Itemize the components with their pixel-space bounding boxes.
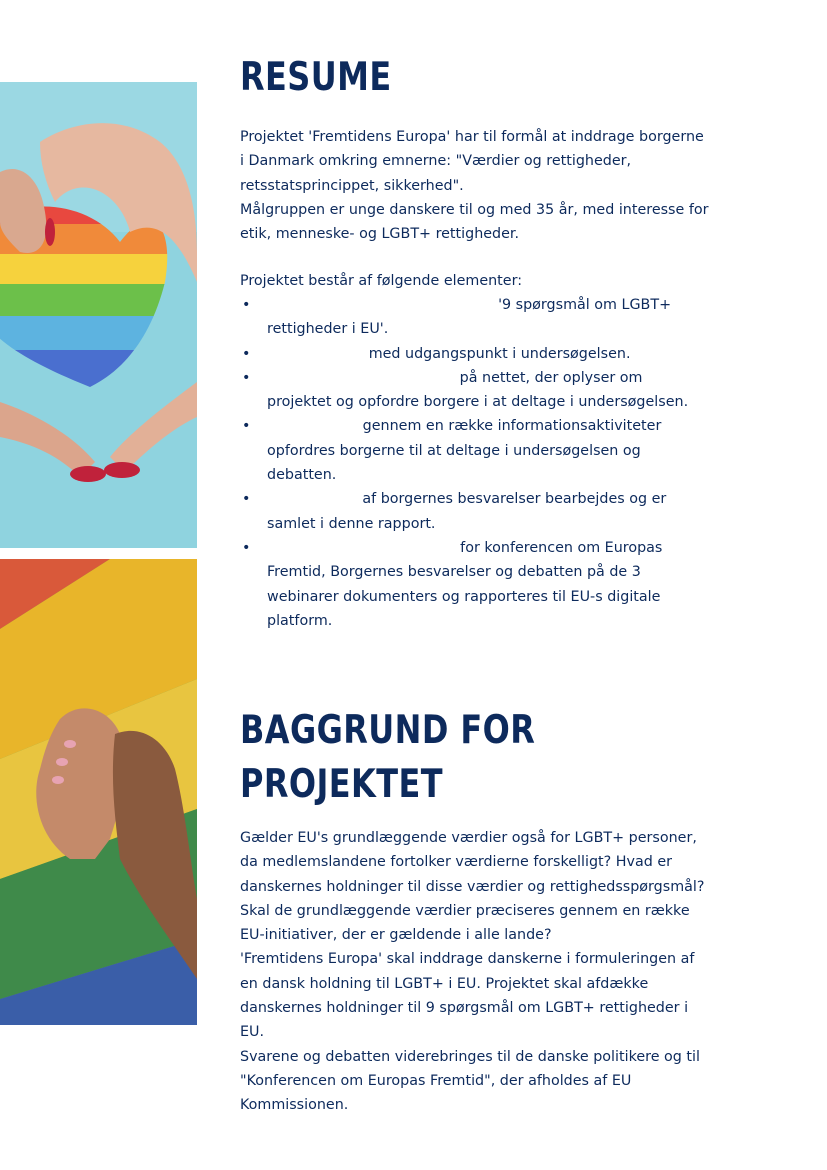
background-paragraph-questions: Gælder EU's grundlæggende værdier også for LGBT+ personer, da medlemslandene fortolker værdierne forskelligt? Hvad er danskernes holdninger til disse værdier og rettighedsspørgsmål? Skal de grundlæggende værdier præciseres gennem en række EU-initiativer, der er gældende i alle lande? — [240, 830, 705, 944]
background-heading: BAGGRUND FOR PROJEKTET — [240, 708, 536, 807]
list-item-text: for konferencen om Europas Fremtid, Borgernes besvarelser og debatten på de 3 webinarer dokumenters og rapporteres til EU-s digitale platform. — [267, 539, 663, 629]
rainbow-flag-illustration — [0, 559, 197, 1025]
resume-heading: RESUME — [240, 55, 392, 100]
list-item — [240, 342, 710, 366]
list-item-text: '9 spørgsmål om LGBT+ rettigheder i EU'. — [267, 297, 672, 338]
list-item-lead: Resultaterne — [267, 491, 358, 508]
list-item-lead: Mobilisering: — [267, 418, 359, 435]
resume-intro — [240, 125, 710, 246]
list-item — [240, 536, 710, 633]
background-paragraph-outcome: Svarene og debatten viderebringes til de danske politikere og til "Konferencen om Europas Fremtid", der afholdes af EU Kommissionen. — [240, 1048, 700, 1114]
elements-list — [240, 293, 710, 633]
list-item-text: af borgernes besvarelser bearbejdes og er samlet i denne rapport. — [267, 491, 667, 532]
rainbow-heart-illustration — [0, 82, 197, 548]
rainbow-heart-hands-photo — [0, 82, 197, 548]
background-paragraph-involvement: 'Fremtidens Europa' skal inddrage danskerne i formuleringen af en dansk holdning til LGBT+ i EU. Projektet skal afdække danskernes holdninger til 9 spørgsmål om LGBT+ rettigheder i EU. — [240, 951, 695, 1041]
list-item-text: på nettet, der oplyser om projektet og opfordre borgere i at deltage i undersøgelsen. — [267, 369, 689, 411]
resume-paragraph-purpose: Projektet 'Fremtidens Europa' har til formål at inddrage borgerne i Danmark omkring emnerne: "Værdier og rettigheder, retsstatsprincippet, sikkerhed". — [240, 129, 704, 194]
list-item-lead: En informationskampagne — [267, 369, 456, 386]
list-item — [240, 414, 710, 487]
list-item-lead: Tre webinarer — [267, 345, 365, 362]
list-item-text: med udgangspunkt i undersøgelsen. — [368, 345, 631, 362]
elements-intro: Projektet består af følgende elementer: — [240, 273, 523, 289]
list-item — [240, 366, 710, 415]
list-item-lead: En digital undersøgelse med de — [267, 297, 494, 313]
holding-hands-rainbow-flag-photo — [0, 559, 197, 1025]
list-item-text: gennem en række informationsaktiviteter opfordres borgerne til at deltage i undersøgelsen og debatten. — [267, 418, 662, 484]
list-item-lead: Rapporten og resultaterne — [267, 539, 456, 556]
resume-paragraph-target-group: Målgruppen er unge danskere til og med 35 år, med interesse for etik, menneske- og LGBT+ rettigheder. — [240, 201, 709, 243]
list-item — [240, 487, 710, 536]
background-body — [240, 826, 710, 1118]
list-item — [240, 293, 710, 342]
